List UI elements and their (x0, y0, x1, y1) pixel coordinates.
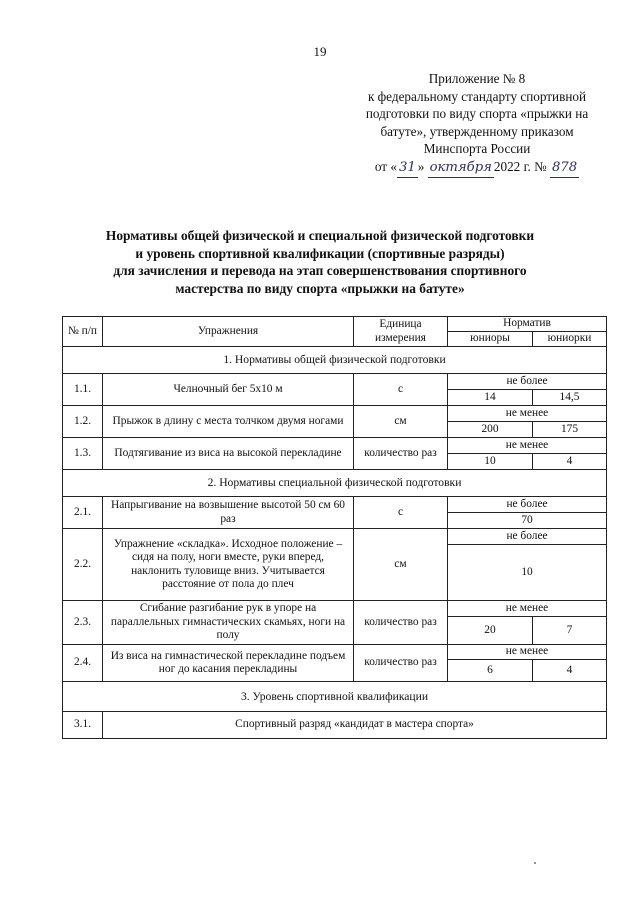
appendix-line-2: к федеральному стандарту спортивной (367, 88, 587, 104)
row-num: 1.1. (63, 374, 103, 406)
table-row (63, 497, 607, 513)
table-row (63, 645, 607, 660)
section-header-row (63, 470, 607, 497)
row-value-junior-girls: 4 (533, 660, 607, 682)
row-num: 1.2. (63, 406, 103, 438)
date-mid: » (417, 158, 425, 174)
table-row (63, 438, 607, 454)
row-unit: количество раз (354, 645, 448, 682)
row-exercise: Прыжок в длину с места толчком двумя ногами (103, 406, 354, 438)
section-3-title: 3. Уровень спортивной квалификации (63, 682, 607, 712)
header-norm: Норматив (448, 317, 607, 332)
row-qualifier: не менее (448, 438, 607, 454)
row-exercise: Из виса на гимнастической перекладине подъем ног до касания перекладины (103, 645, 354, 682)
header-junior-girls: юниорки (533, 332, 607, 347)
title-line-4: мастерства по виду спорта «прыжки на батуте» (175, 280, 465, 296)
table-row (63, 601, 607, 617)
row-value-combined: 70 (448, 513, 607, 529)
order-date-line (350, 158, 604, 178)
row-exercise: Подтягивание из виса на высокой перекладине (103, 438, 354, 470)
row-value-junior-girls: 4 (533, 454, 607, 470)
row-exercise: Челночный бег 5x10 м (103, 374, 354, 406)
row-qualifier: не более (448, 374, 607, 390)
row-num: 2.1. (63, 497, 103, 529)
header-num: № п/п (63, 317, 103, 347)
row-qualifier: не менее (448, 601, 607, 617)
row-value-junior-girls: 175 (533, 422, 607, 438)
date-prefix: от « (374, 158, 397, 174)
header-unit: Единица измерения (354, 317, 448, 347)
section-header-row (63, 347, 607, 374)
title-line-1: Нормативы общей физической и специальной физической подготовки (105, 228, 535, 243)
row-num: 1.3. (63, 438, 103, 470)
row-unit: см (354, 529, 448, 601)
title-line-3: для зачисления и перевода на этап совершенствования спортивного (113, 263, 527, 279)
table-header-row (63, 317, 607, 332)
header-exercise: Упражнения (103, 317, 354, 347)
row-value-juniors: 20 (448, 617, 533, 645)
row-exercise: Сгибание разгибание рук в упоре на параллельных гимнастических скамьях, ноги на полу (103, 601, 354, 645)
appendix-line-1: Приложение № 8 (428, 71, 526, 86)
section-header-row (63, 682, 607, 712)
page-number: 19 (313, 44, 327, 59)
handwritten-month: октября (428, 159, 494, 178)
row-value-junior-girls: 14,5 (533, 390, 607, 406)
section-1-title: 1. Нормативы общей физической подготовки (63, 347, 607, 374)
title-line-2: и уровень спортивной квалификации (спортивные разряды) (135, 245, 505, 261)
row-unit: с (354, 374, 448, 406)
row-exercise: Напрыгивание на возвышение высотой 50 см 60 раз (103, 497, 354, 529)
row-qualifier: не менее (448, 645, 607, 660)
appendix-header (350, 70, 604, 178)
standards-table (62, 316, 607, 739)
table-row (63, 529, 607, 545)
table-row (63, 406, 607, 422)
row-num: 2.2. (63, 529, 103, 601)
row-value-combined: 10 (448, 545, 607, 601)
row-value-junior-girls: 7 (533, 617, 607, 645)
handwritten-day: 31 (397, 159, 418, 178)
row-qualifier: не более (448, 497, 607, 513)
row-unit: с (354, 497, 448, 529)
appendix-line-3: подготовки по виду спорта «прыжки на (365, 106, 589, 122)
table-row (63, 374, 607, 390)
appendix-line-5: Минспорта России (423, 141, 531, 157)
section-2-title: 2. Нормативы специальной физической подготовки (63, 470, 607, 497)
scan-speck (534, 862, 536, 864)
table-row (63, 712, 607, 739)
document-title (60, 227, 580, 297)
row-unit: количество раз (354, 438, 448, 470)
row-exercise: Упражнение «складка». Исходное положение – сидя на полу, ноги вместе, руки вперед, наклонить туловище вниз. Учитывается расстояние от пола до плеч (103, 529, 354, 601)
row-unit: количество раз (354, 601, 448, 645)
row-unit: см (354, 406, 448, 438)
row-value-juniors: 14 (448, 390, 533, 406)
row-num: 3.1. (63, 712, 103, 739)
row-num: 2.3. (63, 601, 103, 645)
row-exercise: Спортивный разряд «кандидат в мастера спорта» (103, 712, 607, 739)
row-value-juniors: 10 (448, 454, 533, 470)
row-num: 2.4. (63, 645, 103, 682)
handwritten-order-number: 878 (550, 159, 579, 178)
appendix-line-4: батуте», утвержденному приказом (380, 123, 574, 139)
row-qualifier: не более (448, 529, 607, 545)
row-value-juniors: 6 (448, 660, 533, 682)
date-year: 2022 г. № (493, 158, 547, 174)
row-qualifier: не менее (448, 406, 607, 422)
row-value-juniors: 200 (448, 422, 533, 438)
header-juniors: юниоры (448, 332, 533, 347)
